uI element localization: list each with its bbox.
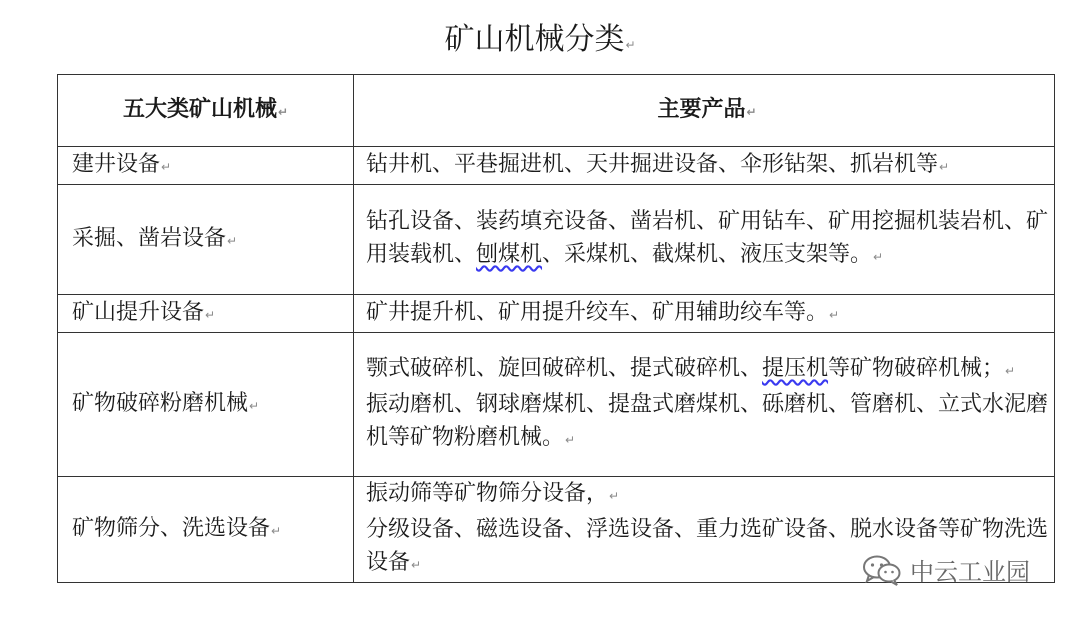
page-title: 矿山机械分类↵ bbox=[444, 22, 636, 57]
spell-marked-word: 提压机 bbox=[762, 356, 829, 381]
table-header-row bbox=[58, 75, 1055, 147]
watermark: 中云工业园 bbox=[862, 552, 1030, 587]
header-category: 五大类矿山机械↵ bbox=[58, 75, 354, 147]
classification-table bbox=[57, 74, 1055, 583]
header-products: 主要产品↵ bbox=[354, 75, 1055, 147]
row-category: 矿物破碎粉磨机械↵ bbox=[58, 333, 354, 477]
row-products: 钻孔设备、装药填充设备、凿岩机、矿用钻车、矿用挖掘机装岩机、矿用装载机、刨煤机、采煤机、截煤机、液压支架等。↵ bbox=[354, 185, 1055, 295]
row-category: 矿山提升设备↵ bbox=[58, 295, 354, 333]
row-products: 钻井机、平巷掘进机、天井掘进设备、伞形钻架、抓岩机等↵ bbox=[354, 147, 1055, 185]
table-row bbox=[58, 295, 1055, 333]
wechat-icon bbox=[862, 554, 902, 586]
row-category: 建井设备↵ bbox=[58, 147, 354, 185]
row-category: 采掘、凿岩设备↵ bbox=[58, 185, 354, 295]
table-row bbox=[58, 333, 1055, 477]
table-row bbox=[58, 185, 1055, 295]
row-category: 矿物筛分、洗选设备↵ bbox=[58, 477, 354, 583]
spell-marked-word: 刨煤机 bbox=[476, 242, 543, 267]
row-products: 矿井提升机、矿用提升绞车、矿用辅助绞车等。↵ bbox=[354, 295, 1055, 333]
table-row bbox=[58, 147, 1055, 185]
row-products: 颚式破碎机、旋回破碎机、提式破碎机、提压机等矿物破碎机械；↵ 振动磨机、钢球磨煤机、提盘式磨煤机、砾磨机、管磨机、立式水泥磨机等矿物粉磨机械。↵ bbox=[354, 333, 1055, 477]
row-products: 振动筛等矿物筛分设备，↵ 分级设备、磁选设备、浮选设备、重力选矿设备、脱水设备等矿物洗选设备↵ bbox=[354, 477, 1055, 583]
